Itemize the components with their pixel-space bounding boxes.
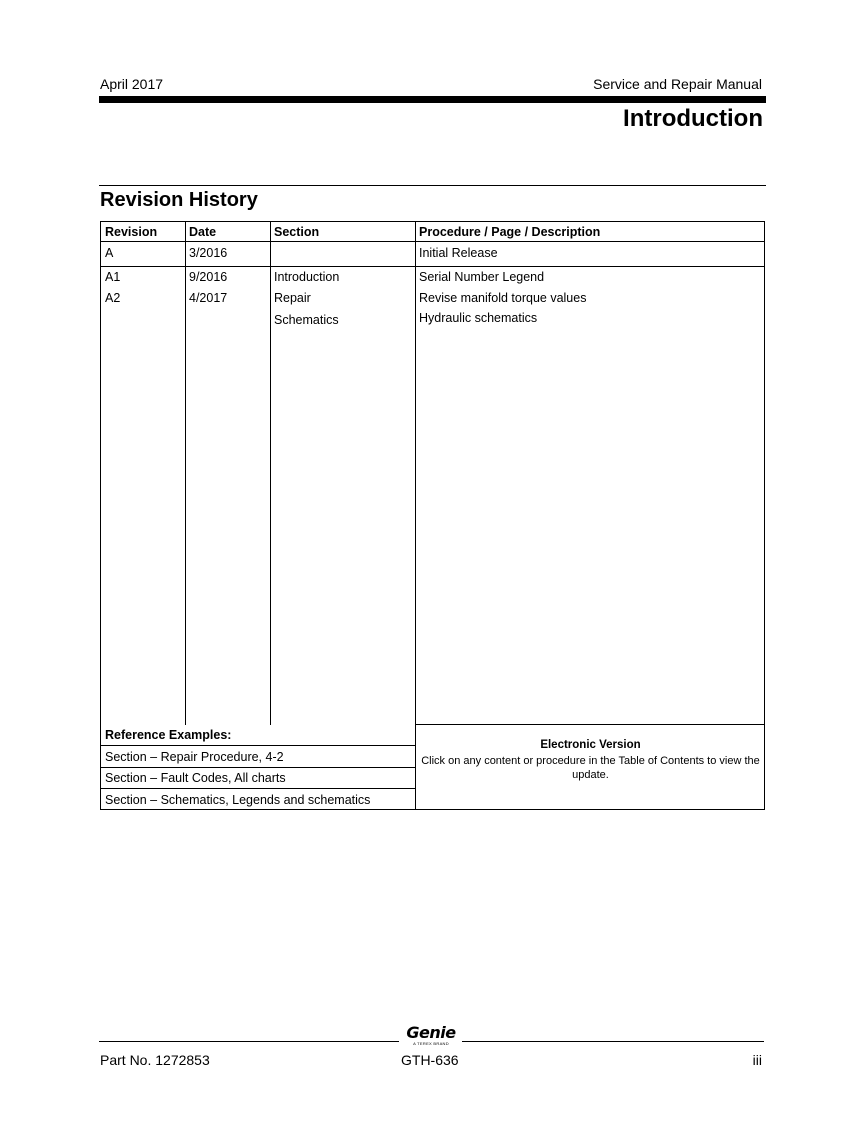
- reference-item: Section – Repair Procedure, 4-2: [105, 750, 284, 764]
- table-cell-date: 9/2016: [189, 270, 228, 284]
- table-cell-description: Initial Release: [419, 246, 498, 260]
- table-cell-revision: A1: [105, 270, 121, 284]
- table-cell-revision: A2: [105, 291, 121, 305]
- table-cell-revision: A: [105, 246, 114, 260]
- logo-wordmark: Genie: [406, 1023, 456, 1042]
- genie-logo: [403, 1025, 459, 1046]
- section-title: Revision History: [100, 189, 258, 211]
- row-divider: [101, 241, 764, 242]
- col-divider: [270, 222, 271, 725]
- row-divider: [101, 266, 764, 267]
- row-divider: [101, 788, 415, 789]
- col-header-date: Date: [189, 225, 217, 239]
- reference-title: Reference Examples:: [105, 728, 232, 742]
- header-manual-title: Service and Repair Manual: [593, 76, 762, 92]
- logo-subtitle: A TEREX BRAND: [413, 1041, 449, 1046]
- header-date: April 2017: [100, 76, 164, 92]
- header-rule: [99, 96, 766, 103]
- col-divider: [185, 222, 186, 725]
- table-cell-section: Schematics: [274, 313, 339, 327]
- electronic-version-text: Click on any content or procedure in the Table of Contents to view the update.: [421, 755, 760, 781]
- footer-part-number: Part No. 1272853: [100, 1052, 210, 1068]
- table-cell-description: Serial Number Legend: [419, 270, 545, 284]
- chapter-title: Introduction: [623, 105, 763, 132]
- table-cell-description: Hydraulic schematics: [419, 311, 538, 325]
- table-cell-section: Introduction: [274, 270, 340, 284]
- col-header-revision: Revision: [105, 225, 158, 239]
- footer-rule-left: [99, 1041, 399, 1042]
- electronic-version-title: Electronic Version: [540, 739, 641, 751]
- electronic-version-note: [417, 738, 764, 782]
- row-divider: [415, 724, 764, 725]
- footer-rule-right: [462, 1041, 764, 1042]
- col-divider: [415, 222, 416, 809]
- table-cell-date: 3/2016: [189, 246, 228, 260]
- row-divider: [101, 767, 415, 768]
- col-header-section: Section: [274, 225, 320, 239]
- reference-item: Section – Fault Codes, All charts: [105, 771, 286, 785]
- section-rule: [99, 185, 766, 186]
- table-cell-section: Repair: [274, 291, 311, 305]
- table-cell-description: Revise manifold torque values: [419, 291, 587, 305]
- table-cell-date: 4/2017: [189, 291, 228, 305]
- reference-item: Section – Schematics, Legends and schematics: [105, 793, 371, 807]
- footer-page-number: iii: [752, 1052, 762, 1068]
- col-header-description: Procedure / Page / Description: [419, 225, 601, 239]
- row-divider: [101, 745, 415, 746]
- footer-model: GTH-636: [401, 1052, 459, 1068]
- revision-table: [100, 221, 765, 810]
